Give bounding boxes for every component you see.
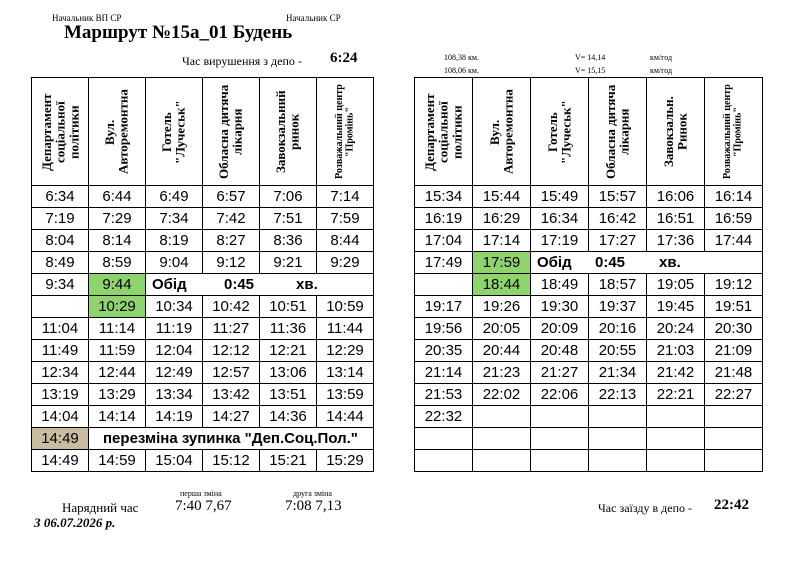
speed-2: V= 15,15 [575,66,606,75]
timetable-right [414,77,763,472]
stop-header [32,78,89,186]
time-cell: 13:19 [32,384,89,406]
table-row [32,186,374,208]
depart-label: Час вирушення з депо - [182,54,302,68]
time-cell: 19:17 [415,296,473,318]
time-cell: 20:24 [647,318,705,340]
table-row [415,406,763,428]
time-cell: 7:06 [260,186,317,208]
time-cell: 13:06 [260,362,317,384]
time-cell: 22:13 [589,384,647,406]
table-row [415,230,763,252]
lunch-row [32,274,374,296]
table-row [32,296,374,318]
time-cell [705,450,763,472]
time-cell: 20:30 [705,318,763,340]
time-cell: 10:51 [260,296,317,318]
lunch-text: 0:45 [595,254,626,271]
table-row [415,186,763,208]
time-cell: 15:12 [203,450,260,472]
lunch-start-cell: 17:59 [473,252,531,274]
lunch-text: хв. [296,276,318,293]
table-row [415,274,763,296]
table-row [415,362,763,384]
time-cell: 14:59 [89,450,146,472]
time-cell: 6:49 [146,186,203,208]
time-cell: 19:30 [531,296,589,318]
table-row [415,318,763,340]
time-cell: 15:34 [415,186,473,208]
time-cell: 16:19 [415,208,473,230]
time-cell: 12:04 [146,340,203,362]
time-cell: 16:34 [531,208,589,230]
time-cell: 12:49 [146,362,203,384]
time-cell: 17:44 [705,230,763,252]
stop-header [317,78,374,186]
time-cell: 12:44 [89,362,146,384]
speed-unit-1: км/год [650,53,673,62]
stop-name: Розважальний центр "Промінь" [722,84,744,179]
return-time: 22:42 [714,497,749,513]
time-cell: 9:12 [203,252,260,274]
return-label: Час заїзду в депо - [598,501,692,515]
time-cell: 20:16 [589,318,647,340]
table-row [32,230,374,252]
shift-change-row [32,428,374,450]
time-cell: 21:53 [415,384,473,406]
table-row [32,362,374,384]
stop-header [203,78,260,186]
page-title: Маршрут №15а_01 Будень [64,22,293,43]
time-cell: 10:34 [146,296,203,318]
time-cell: 14:04 [32,406,89,428]
time-cell: 12:57 [203,362,260,384]
stop-header [531,78,589,186]
time-cell: 12:12 [203,340,260,362]
time-cell: 19:26 [473,296,531,318]
stop-name: Готель "Лучеськ" [159,99,188,164]
time-cell: 9:34 [32,274,89,296]
time-cell: 16:51 [647,208,705,230]
shift-change-cell: 14:49 [32,428,89,450]
time-cell [415,450,473,472]
stop-header [260,78,317,186]
time-cell: 16:29 [473,208,531,230]
time-cell: 16:06 [647,186,705,208]
time-cell: 6:57 [203,186,260,208]
time-cell: 20:05 [473,318,531,340]
time-cell: 6:34 [32,186,89,208]
stop-name: Обласна дитяча лікарня [216,84,245,179]
time-cell: 11:04 [32,318,89,340]
stop-header [473,78,531,186]
lunch-row [415,252,763,274]
table-row [32,318,374,340]
distance-1: 108,38 км. [444,53,479,62]
time-cell: 7:14 [317,186,374,208]
stop-name: Обласна дитяча лікарня [602,84,632,179]
time-cell: 13:34 [146,384,203,406]
time-cell: 15:21 [260,450,317,472]
time-cell: 22:06 [531,384,589,406]
time-cell [415,428,473,450]
stop-header [415,78,473,186]
time-cell: 18:57 [589,274,647,296]
time-cell: 20:55 [589,340,647,362]
table-row [32,450,374,472]
time-cell: 19:37 [589,296,647,318]
table-row [415,296,763,318]
table-row [32,252,374,274]
time-cell [647,428,705,450]
time-cell: 21:34 [589,362,647,384]
time-cell: 21:42 [647,362,705,384]
time-cell: 13:14 [317,362,374,384]
time-cell: 15:29 [317,450,374,472]
time-cell: 17:49 [415,252,473,274]
time-cell: 16:42 [589,208,647,230]
table-row [32,208,374,230]
time-cell: 7:29 [89,208,146,230]
time-cell [589,406,647,428]
stop-header [647,78,705,186]
time-cell: 21:23 [473,362,531,384]
stop-name: Департамент соціальної політики [422,92,465,171]
stop-name: Департамент соціальної політики [38,92,81,171]
time-cell [647,406,705,428]
stop-header [146,78,203,186]
time-cell: 8:04 [32,230,89,252]
time-cell: 14:14 [89,406,146,428]
time-cell: 8:19 [146,230,203,252]
time-cell: 19:05 [647,274,705,296]
speed-unit-2: км/год [650,66,673,75]
time-cell: 21:48 [705,362,763,384]
time-cell: 20:44 [473,340,531,362]
time-cell: 7:19 [32,208,89,230]
stop-name: Розважальний центр "Промінь" [333,84,355,179]
time-cell: 17:27 [589,230,647,252]
time-cell: 11:44 [317,318,374,340]
time-cell: 7:34 [146,208,203,230]
time-cell [705,406,763,428]
lunch-break [146,274,374,296]
time-cell: 11:14 [89,318,146,340]
time-cell [589,450,647,472]
shift2-label: друга зміна [293,489,332,498]
time-cell: 21:27 [531,362,589,384]
lunch-end-cell: 10:29 [89,296,146,318]
time-cell: 15:49 [531,186,589,208]
shift-change-note: перезміна зупинка "Деп.Соц.Пол." [89,428,374,450]
time-cell [589,428,647,450]
time-cell: 21:09 [705,340,763,362]
time-cell: 22:02 [473,384,531,406]
time-cell [705,428,763,450]
time-cell: 11:36 [260,318,317,340]
lunch-text: 0:45 [224,276,255,293]
time-cell: 21:14 [415,362,473,384]
speed-1: V= 14,14 [575,53,606,62]
time-cell: 17:04 [415,230,473,252]
time-cell: 11:19 [146,318,203,340]
time-cell [531,406,589,428]
time-cell: 9:21 [260,252,317,274]
time-cell [531,428,589,450]
duty-time-label: Нарядний час [62,500,139,515]
time-cell [32,296,89,318]
lunch-break [531,252,763,274]
head-right-label: Начальник СР [286,13,341,23]
time-cell: 16:14 [705,186,763,208]
time-cell: 8:14 [89,230,146,252]
time-cell: 15:57 [589,186,647,208]
time-cell: 20:48 [531,340,589,362]
time-cell: 15:04 [146,450,203,472]
head-left-label: Начальник ВП СР [52,13,122,23]
table-row [415,450,763,472]
table-row [415,340,763,362]
time-cell [473,406,531,428]
lunch-text: хв. [659,254,681,271]
time-cell: 21:03 [647,340,705,362]
valid-from-date: З 06.07.2026 р. [34,515,116,530]
time-cell [473,450,531,472]
time-cell: 11:27 [203,318,260,340]
time-cell: 6:44 [89,186,146,208]
time-cell: 7:42 [203,208,260,230]
time-cell: 19:51 [705,296,763,318]
time-cell: 9:04 [146,252,203,274]
time-cell: 14:44 [317,406,374,428]
time-cell: 10:42 [203,296,260,318]
stop-name: Вул. Авторемонтна [102,89,131,174]
time-cell: 22:27 [705,384,763,406]
stop-name: Вул. Авторемонтна [486,89,516,174]
time-cell: 22:21 [647,384,705,406]
time-cell: 20:09 [531,318,589,340]
time-cell: 19:45 [647,296,705,318]
time-cell: 13:51 [260,384,317,406]
table-row [415,208,763,230]
time-cell [647,450,705,472]
time-cell: 11:59 [89,340,146,362]
time-cell: 18:49 [531,274,589,296]
stop-header [705,78,763,186]
table-row [415,428,763,450]
time-cell: 19:56 [415,318,473,340]
time-cell: 15:44 [473,186,531,208]
time-cell [473,428,531,450]
table-row [32,384,374,406]
timetable-left [31,77,374,472]
time-cell: 17:14 [473,230,531,252]
time-cell: 16:59 [705,208,763,230]
stop-header [589,78,647,186]
distance-2: 108,06 км. [444,66,479,75]
depart-time: 6:24 [330,50,358,66]
stop-header [89,78,146,186]
time-cell: 17:36 [647,230,705,252]
time-cell: 13:29 [89,384,146,406]
time-cell: 12:29 [317,340,374,362]
time-cell: 14:49 [32,450,89,472]
time-cell: 8:36 [260,230,317,252]
shift1-label: перша зміна [180,489,222,498]
stop-name: Завокзальн. Ринок [660,96,690,167]
stop-name: Готель "Лучеськ" [544,99,574,164]
time-cell: 17:19 [531,230,589,252]
time-cell: 7:51 [260,208,317,230]
time-cell: 8:49 [32,252,89,274]
shift2-value: 7:08 7,13 [285,498,342,514]
shift1-value: 7:40 7,67 [175,498,232,514]
lunch-text: Обід [537,254,572,271]
time-cell: 8:59 [89,252,146,274]
time-cell [415,274,473,296]
time-cell: 13:59 [317,384,374,406]
lunch-start-cell: 9:44 [89,274,146,296]
time-cell: 22:32 [415,406,473,428]
time-cell: 19:12 [705,274,763,296]
table-row [32,406,374,428]
time-cell: 9:29 [317,252,374,274]
time-cell: 14:27 [203,406,260,428]
lunch-end-cell: 18:44 [473,274,531,296]
time-cell [531,450,589,472]
table-row [415,384,763,406]
lunch-text: Обід [152,276,187,293]
table-row [32,340,374,362]
time-cell: 13:42 [203,384,260,406]
time-cell: 14:36 [260,406,317,428]
time-cell: 11:49 [32,340,89,362]
time-cell: 12:21 [260,340,317,362]
time-cell: 7:59 [317,208,374,230]
time-cell: 20:35 [415,340,473,362]
time-cell: 8:27 [203,230,260,252]
time-cell: 14:19 [146,406,203,428]
time-cell: 10:59 [317,296,374,318]
time-cell: 12:34 [32,362,89,384]
stop-name: Завокзальний ринок [273,90,302,173]
time-cell: 8:44 [317,230,374,252]
